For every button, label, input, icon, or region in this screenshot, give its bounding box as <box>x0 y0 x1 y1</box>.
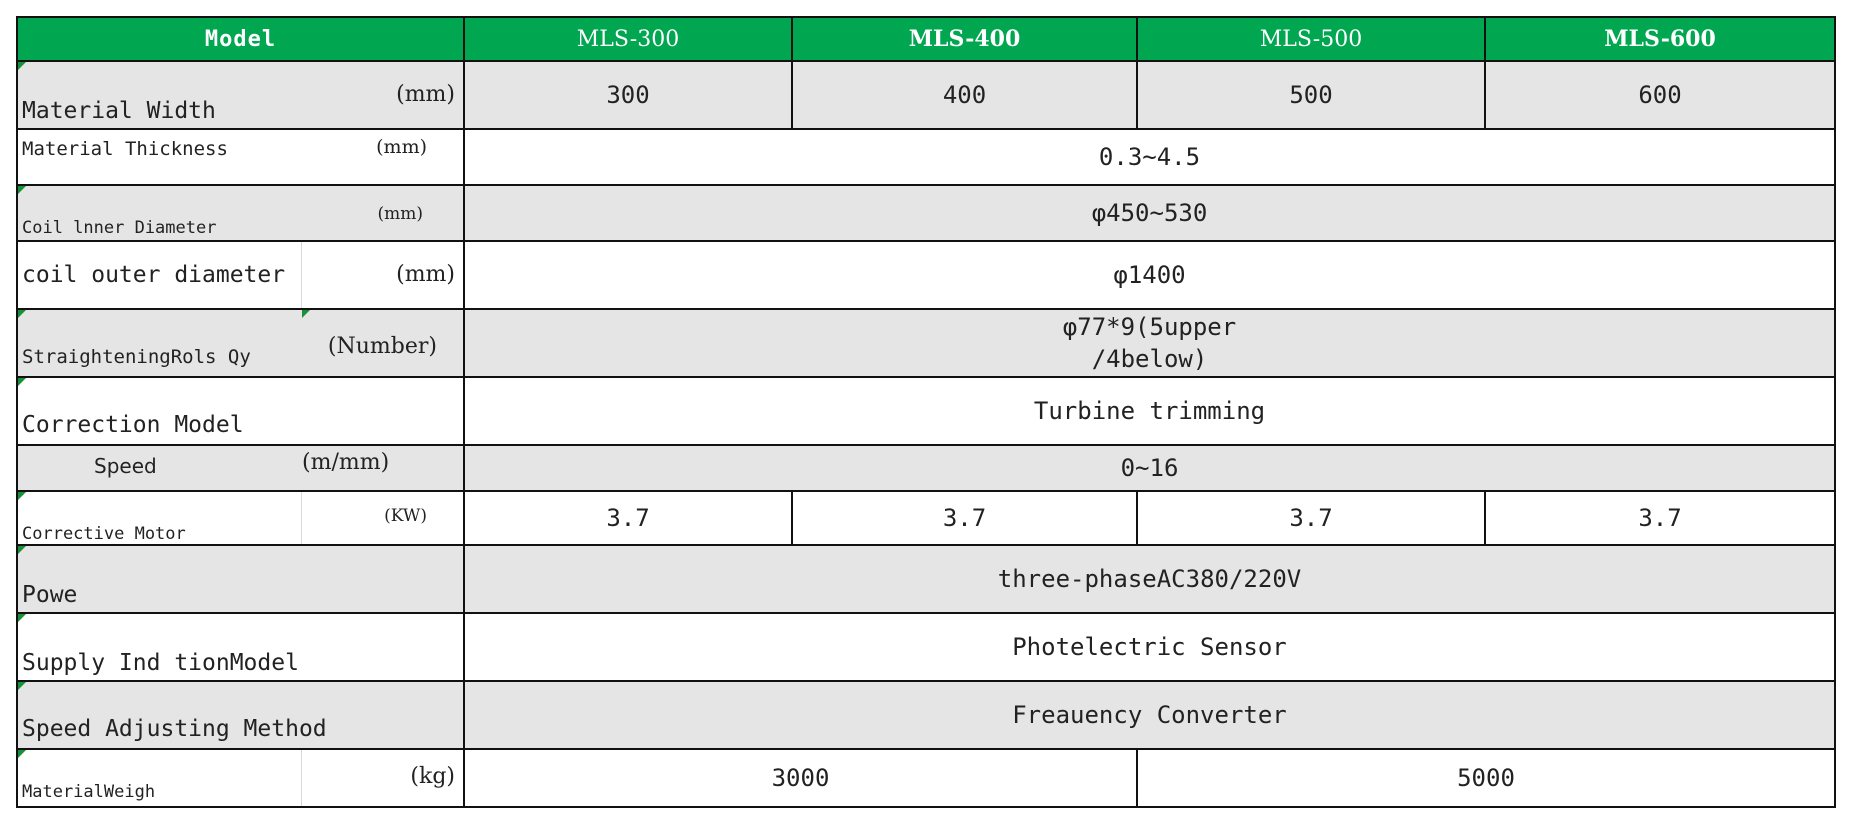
row-label-cell <box>17 309 464 377</box>
unit-cell <box>301 241 464 309</box>
value-cell: 3.7 <box>792 491 1137 545</box>
unit-label: (m/mm) <box>302 450 390 475</box>
row-speed <box>17 445 1835 491</box>
header-row <box>17 17 1835 61</box>
spec-sheet <box>16 16 1836 808</box>
value-cell: 300 <box>464 61 792 129</box>
row-label: Material Thickness <box>22 138 228 160</box>
comment-marker-icon <box>18 682 26 690</box>
value-cell: 5000 <box>1137 749 1835 807</box>
unit-label: (Number) <box>327 334 437 359</box>
value-cell: 400 <box>792 61 1137 129</box>
value-cell: 600 <box>1485 61 1835 129</box>
row-supply-induction <box>17 613 1835 681</box>
row-material-thickness <box>17 129 1835 185</box>
row-label-cell <box>17 185 464 241</box>
row-material-weight <box>17 749 1835 807</box>
row-coil-outer-diameter <box>17 241 1835 309</box>
comment-marker-icon <box>18 750 26 758</box>
unit-label: (kg) <box>410 764 455 789</box>
comment-marker-icon <box>302 310 310 318</box>
value-cell: 500 <box>1137 61 1485 129</box>
row-material-width <box>17 61 1835 129</box>
unit-cell <box>301 491 464 545</box>
value-cell: 0~16 <box>464 445 1835 491</box>
row-label: Material Width <box>22 98 216 124</box>
comment-marker-icon <box>18 186 26 194</box>
value-cell: Turbine trimming <box>464 377 1835 445</box>
row-label: Correction Model <box>22 412 244 438</box>
row-label-cell <box>17 129 464 185</box>
row-label: Corrective Motor <box>22 524 186 544</box>
row-label-cell <box>17 445 464 491</box>
row-label-cell <box>17 491 301 545</box>
row-corrective-motor <box>17 491 1835 545</box>
row-label-cell <box>17 241 301 309</box>
comment-marker-icon <box>18 62 26 70</box>
row-label-cell <box>17 377 464 445</box>
row-correction-model <box>17 377 1835 445</box>
value-line: φ77*9(5upper <box>1062 313 1237 341</box>
value-cell: 3.7 <box>464 491 792 545</box>
unit-label: (mm) <box>377 204 423 224</box>
row-label: StraighteningRols Qy <box>22 346 251 368</box>
comment-marker-icon <box>18 310 26 318</box>
unit-label: (mm) <box>396 262 455 287</box>
row-label: MaterialWeigh <box>22 782 156 802</box>
row-label-cell <box>17 613 464 681</box>
unit-label: (mm) <box>376 136 427 158</box>
value-cell: φ1400 <box>464 241 1835 309</box>
value-cell: φ450~530 <box>464 185 1835 241</box>
row-label: coil outer diameter <box>22 262 286 288</box>
row-label-cell <box>17 749 301 807</box>
row-label-cell <box>17 545 464 613</box>
value-cell: 3000 <box>464 749 1137 807</box>
row-label: Supply Ind tionModel <box>22 650 299 676</box>
value-line: /4below) <box>1091 345 1208 373</box>
comment-marker-icon <box>18 614 26 622</box>
value-cell <box>464 309 1835 377</box>
row-label: Powe <box>22 582 78 608</box>
model-column-mls-500: MLS-500 <box>1137 17 1485 61</box>
unit-label: (mm) <box>396 82 455 107</box>
unit-cell <box>301 749 464 807</box>
row-label-cell <box>17 681 464 749</box>
row-label: Speed Adjusting Method <box>22 716 327 742</box>
row-coil-inner-diameter <box>17 185 1835 241</box>
spec-table <box>16 16 1836 808</box>
comment-marker-icon <box>18 378 26 386</box>
comment-marker-icon <box>18 492 26 500</box>
row-straightening-rolls <box>17 309 1835 377</box>
row-label: Coil lnner Diameter <box>22 218 217 238</box>
model-column-mls-300: MLS-300 <box>464 17 792 61</box>
value-cell: Photelectric Sensor <box>464 613 1835 681</box>
value-cell: 3.7 <box>1485 491 1835 545</box>
model-header-cell: Model <box>17 17 464 61</box>
row-speed-adjusting-method <box>17 681 1835 749</box>
comment-marker-icon <box>18 546 26 554</box>
row-power <box>17 545 1835 613</box>
value-cell: 0.3~4.5 <box>464 129 1835 185</box>
row-label-cell <box>17 61 464 129</box>
model-column-mls-400: MLS-400 <box>792 17 1137 61</box>
value-cell: Freauency Converter <box>464 681 1835 749</box>
value-cell: 3.7 <box>1137 491 1485 545</box>
unit-label: (KW) <box>384 506 427 526</box>
value-cell: three-phaseAC380/220V <box>464 545 1835 613</box>
row-label: Speed <box>94 454 157 478</box>
model-column-mls-600: MLS-600 <box>1485 17 1835 61</box>
